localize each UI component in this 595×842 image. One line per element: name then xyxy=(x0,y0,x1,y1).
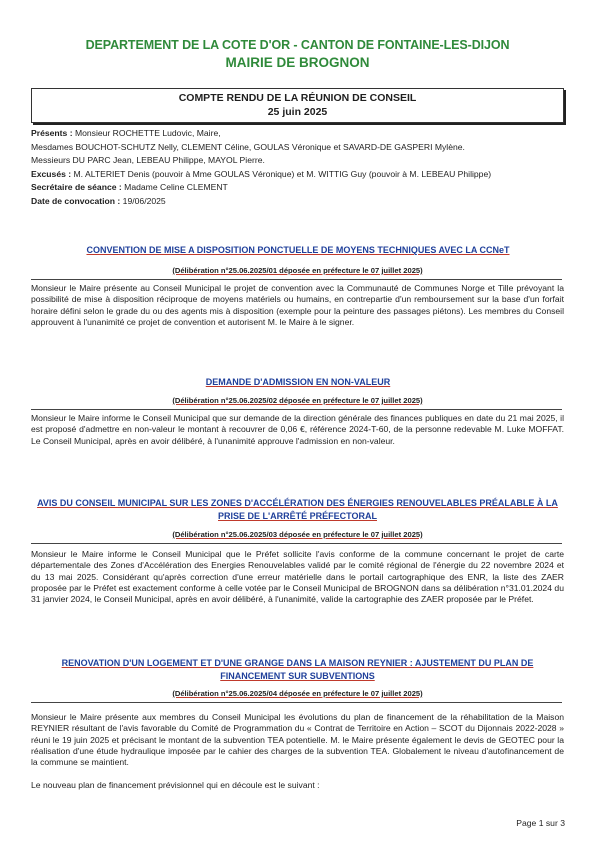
deliberation-text: (Délibération n°25.06.2025/02 déposée en préfecture le 07 juillet 2025) xyxy=(172,396,423,405)
report-date: 25 juin 2025 xyxy=(267,106,328,118)
department-header: DEPARTEMENT DE LA COTE D'OR - CANTON DE FONTAINE-LES-DIJON xyxy=(85,38,510,52)
excuses-label: Excusés : xyxy=(31,168,72,179)
presents-line xyxy=(31,127,571,141)
secretaire-label: Secrétaire de séance : xyxy=(31,182,122,192)
excuses-line xyxy=(31,168,571,182)
section-divider xyxy=(31,702,562,703)
deliberation-reference xyxy=(0,530,595,539)
section-title: DEMANDE D'ADMISSION EN NON-VALEUR xyxy=(205,377,391,387)
section-paragraph: Monsieur le Maire informe le Conseil Municipal que le Préfet sollicite l'avis conforme de la commune concernant le projet de carte départementale des Zones d'Accélération des Energies Renouvelables validé par le comité régional de l'énergie du 22 novembre 2024 et du 13 mai 2025. Considérant qu'après correction d'une erreur matérielle dans le portail cartographique des ENR, la liste des ZAER proposée par le Préfet est exactement conforme à celle votée par le Conseil Municipal de BROGNON dans sa délibération n°31.01.2024 du 31 janvier 2024, le Conseil Municipal, après en avoir délibéré, à l'unanimité, valide la cartographie des ZAER proposée par le Préfet. xyxy=(31,549,564,605)
deliberation-text: (Délibération n°25.06.2025/01 déposée en préfecture le 07 juillet 2025) xyxy=(172,266,423,275)
deliberation-text: (Délibération n°25.06.2025/03 déposée en préfecture le 07 juillet 2025) xyxy=(172,530,423,539)
deliberation-reference xyxy=(0,689,595,698)
report-title-box xyxy=(31,88,564,123)
presents-label: Présents : xyxy=(31,128,73,138)
section-title: CONVENTION DE MISE A DISPOSITION PONCTUELLE DE MOYENS TECHNIQUES AVEC LA CCNeT xyxy=(86,245,510,255)
excuses-value: M. ALTERIET Denis (pouvoir à Mme GOULAS Véronique) et M. WITTIG Guy (pouvoir à M. LEBEAU Philippe) xyxy=(71,168,492,179)
deliberation-reference xyxy=(0,396,595,405)
section-paragraph: Monsieur le Maire informe le Conseil Municipal que sur demande de la direction générale des finances publiques en date du 21 mai 2025, il est proposé d'admettre en non-valeur le montant à recouvrer de 0,06 €, référence 2024-T-60, de la personne redevable M. Luke MOFFAT. Le Conseil Municipal, après en avoir délibéré, à l'unanimité approuve l'admission en non-valeur. xyxy=(31,413,564,446)
report-title: COMPTE RENDU DE LA RÉUNION DE CONSEIL xyxy=(178,92,417,104)
section-paragraph-continuation: Le nouveau plan de financement prévisionnel qui en découle est le suivant : xyxy=(31,780,320,790)
convocation-label: Date de convocation : xyxy=(31,195,121,206)
section-divider xyxy=(31,279,562,280)
presents-messieurs: Messieurs DU PARC Jean, LEBEAU Philippe, MAYOL Pierre. xyxy=(31,155,265,165)
section-paragraph: Monsieur le Maire présente aux membres du Conseil Municipal les évolutions du plan de financement de la réhabilitation de la Maison REYNIER résultant de l'avis favorable du Comité de Programmation du « Contrat de Territoire en Action – SCOT du Dijonnais 2022-2028 » réuni le 19 juin 2025 et précisant le montant de la subvention TEA potentielle. M. le Maire présente également le devis de GEOTEC pour la réalisation d'une étude hydraulique imposée par le cahier des charges de la subvention TEA. Globalement le niveau d'autofinancement de la commune se maintient. xyxy=(31,712,564,768)
meeting-metadata xyxy=(31,127,571,208)
secretaire-line xyxy=(31,181,571,195)
presents-mesdames: Mesdames BOUCHOT-SCHUTZ Nelly, CLEMENT Céline, GOULAS Véronique et SAVARD-DE GASPERI Mylène. xyxy=(31,141,465,152)
convocation-line xyxy=(31,195,571,209)
section-divider xyxy=(31,409,562,410)
page-number: Page 1 sur 3 xyxy=(516,818,565,828)
section-title: RENOVATION D'UN LOGEMENT ET D'UNE GRANGE DANS LA MAISON REYNIER : AJUSTEMENT DU PLAN DE FINANCEMENT SUR SUBVENTIONS xyxy=(61,658,534,681)
section-divider xyxy=(31,543,562,544)
deliberation-reference xyxy=(0,266,595,275)
section-title: AVIS DU CONSEIL MUNICIPAL SUR LES ZONES D'ACCÉLÉRATION DES ÉNERGIES RENOUVELABLES PRÉALABLE À LA PRISE DE L'ARRÊTÉ PRÉFECTORAL xyxy=(37,498,558,521)
mairie-header: MAIRIE DE BROGNON xyxy=(225,55,370,70)
deliberation-text: (Délibération n°25.06.2025/04 déposée en préfecture le 07 juillet 2025) xyxy=(172,689,423,698)
section-paragraph: Monsieur le Maire présente au Conseil Municipal le projet de convention avec la Communauté de Communes Norge et Tille prévoyant la possibilité de mise à disposition réciproque de moyens matériels ou humains, en contrepartie d'un remboursement sur la base d'un forfait horaire défini selon le grade du ou des agents mis à disposition (exemple pour la peinture des passages piétons). Les membres du Conseil approuvent à l'unanimité ce projet de convention et autorisent M. le Maire à le signer. xyxy=(31,283,564,327)
convocation-value: 19/06/2025 xyxy=(120,195,166,206)
secretaire-value: Madame Celine CLEMENT xyxy=(121,182,228,192)
presents-mayor: Monsieur ROCHETTE Ludovic, Maire, xyxy=(72,128,221,138)
